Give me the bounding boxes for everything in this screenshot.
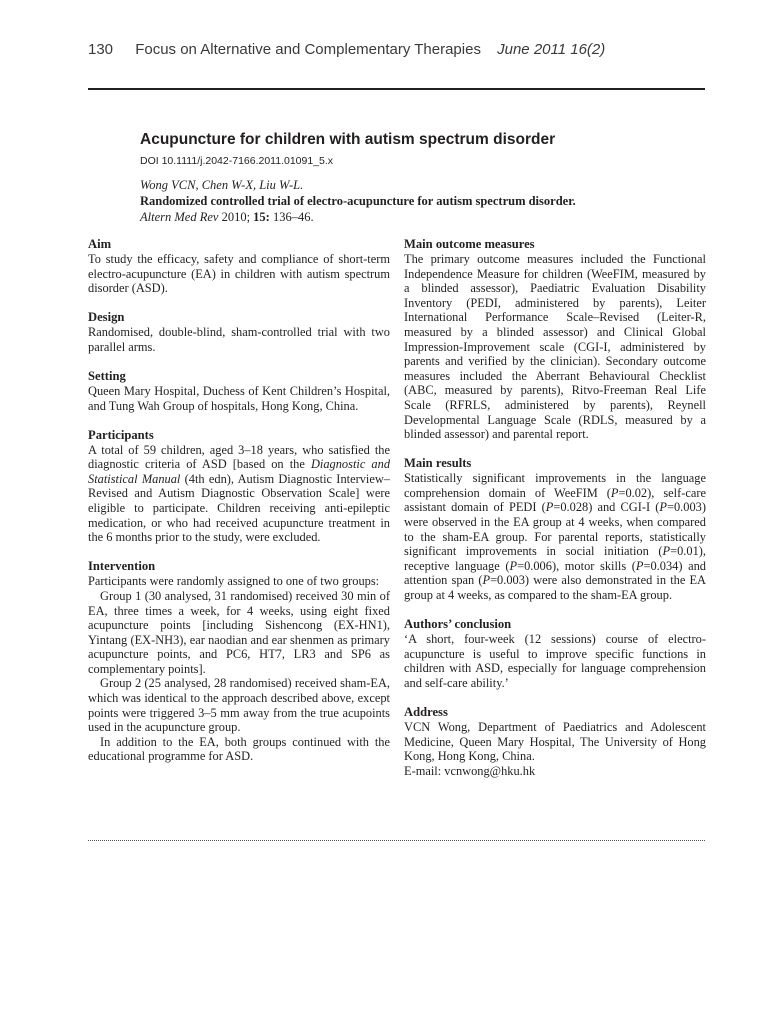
page-number: 130 [88, 41, 114, 58]
section-heading: Design [88, 310, 125, 325]
section-heading: Authors’ conclusion [404, 617, 512, 632]
section-heading: Aim [88, 237, 112, 251]
section-setting [88, 369, 390, 413]
article-header [140, 131, 705, 225]
citation-pages: 136–46. [269, 210, 314, 224]
p-symbol: P [662, 544, 671, 559]
section-text: To study the efficacy, safety and compliance of short-term electro-acupuncture (EA) in children with autism spectrum disorder (ASD). [88, 252, 390, 296]
p-symbol: P [545, 500, 554, 515]
section-aim [88, 237, 390, 296]
text-run: =0.01), receptive language ( [404, 544, 706, 573]
section-text: Group 1 (30 analysed, 31 randomised) received 30 min of EA, three times a week, for 4 weeks, using eight fixed acupuncture points [including Sishencong (EX-HN1), Yintang (EX-NH3), ear naodian and ear shenmen as primary acupuncture points, and PC6, HT7, LR3 and SP6 as complementary points]. [88, 588, 390, 676]
section-heading: Main outcome measures [404, 237, 535, 251]
section-design [88, 310, 390, 354]
citation-volume: 15: [253, 210, 270, 224]
article-title: Acupuncture for children with autism spectrum disorder [140, 131, 556, 148]
section-conclusion [404, 617, 706, 690]
text-run: (4th edn), Autism Diagnostic Interview–Revised and Autism Diagnostic Observation Scale] were eligible to participate. Children receiving anti-epileptic medication, or who had received acupuncture treatment in the 6 months prior to the study, were excluded. [88, 471, 390, 545]
section-text: The primary outcome measures included the Functional Independence Measure for children (WeeFIM, measured by a blinded assessor), Paediatric Evaluation Disability Inventory (PEDI, administered by parents), Leiter International Performance Scale–Revised (Leiter-R, measured by a blinded assessor) and Clinical Global Impression-Improvement scale (CGI-I, administered by parents and verified by the clinician). Secondary outcome measures included the Aberrant Behavioural Checklist (ABC, measured by parents), Ritvo-Freeman Real Life Scale (RFRLS, administered by parents), Reynell Developmental Language Scale (RDLS, measured by a blinded assessor) and parental report. [404, 252, 706, 442]
p-symbol: P [482, 573, 491, 588]
p-symbol: P [659, 500, 667, 515]
right-column [404, 237, 706, 793]
section-text: VCN Wong, Department of Paediatrics and Adolescent Medicine, Queen Mary Hospital, The University of Hong Kong, Hong Kong, China. [404, 719, 706, 764]
p-symbol: P [509, 558, 518, 573]
section-text: ‘A short, four-week (12 sessions) course of electro-acupuncture is useful to improve specific functions in children with ASD, especially for language comprehension and self-care ability.’ [404, 632, 706, 690]
section-heading: Participants [88, 427, 154, 442]
section-text [404, 471, 706, 602]
doi: DOI 10.1111/j.2042-7166.2011.01091_5.x [140, 155, 334, 167]
text-run: =0.003) were observed in the EA group at 4 weeks, when compared to the sham-EA group. For parental reports, statistically significant improvements in social initiation ( [404, 500, 706, 559]
section-heading: Address [404, 704, 448, 719]
section-text: Group 2 (25 analysed, 28 randomised) received sham-EA, which was identical to the approach described above, except points were triggered 3–5 mm away from the true acupoints used in the acupuncture group. [88, 676, 390, 735]
issue-info: June 2011 16(2) [497, 41, 606, 58]
citation-year: 2010; [218, 210, 254, 224]
text-run: =0.028) and CGI-I ( [553, 500, 660, 515]
section-text: Randomised, double-blind, sham-controlled trial with two parallel arms. [88, 325, 390, 354]
section-text [88, 443, 390, 545]
citation-source [140, 209, 705, 225]
left-column [88, 237, 390, 779]
section-address [404, 705, 706, 778]
section-heading: Main results [404, 456, 472, 471]
text-run: =0.02), self-care assistant domain of PEDI ( [404, 485, 706, 515]
citation-authors: Wong VCN, Chen W-X, Liu W-L. [140, 178, 304, 192]
section-heading: Intervention [88, 559, 156, 574]
section-text: Participants were randomly assigned to one of two groups: [88, 574, 380, 589]
section-outcomes [404, 237, 706, 442]
citation-title: Randomized controlled trial of electro-acupuncture for autism spectrum disorder. [140, 194, 576, 208]
text-run: =0.034) and attention span ( [404, 558, 707, 588]
journal-name: Focus on Alternative and Complementary Therapies [135, 41, 481, 58]
email-text: E-mail: vcnwong@hku.hk [404, 763, 536, 778]
section-results [404, 456, 706, 602]
running-head [88, 41, 708, 58]
text-run: =0.003) were also demonstrated in the EA group at 4 weeks, as compared to the sham-EA group. [404, 573, 706, 602]
p-symbol: P [610, 485, 619, 500]
section-text: In addition to the EA, both groups continued with the educational programme for ASD. [88, 734, 390, 764]
section-intervention [88, 559, 390, 764]
text-italic: Diagnostic and Statistical Manual [88, 457, 391, 486]
footer-dotted-rule [88, 840, 705, 841]
header-rule [88, 88, 705, 90]
text-run: =0.006), motor skills ( [517, 558, 636, 573]
text-run: A total of 59 children, aged 3–18 years, who satisfied the diagnostic criteria of ASD [based on the [88, 442, 390, 472]
text-run: Statistically significant improvements in the language comprehension domain of WeeFIM ( [404, 471, 706, 500]
section-text: Queen Mary Hospital, Duchess of Kent Children’s Hospital, and Tung Wah Group of hospitals, Hong Kong, China. [88, 383, 390, 413]
p-symbol: P [635, 558, 644, 573]
section-heading: Setting [88, 368, 126, 383]
citation-journal: Altern Med Rev [140, 210, 219, 224]
section-participants [88, 428, 390, 545]
